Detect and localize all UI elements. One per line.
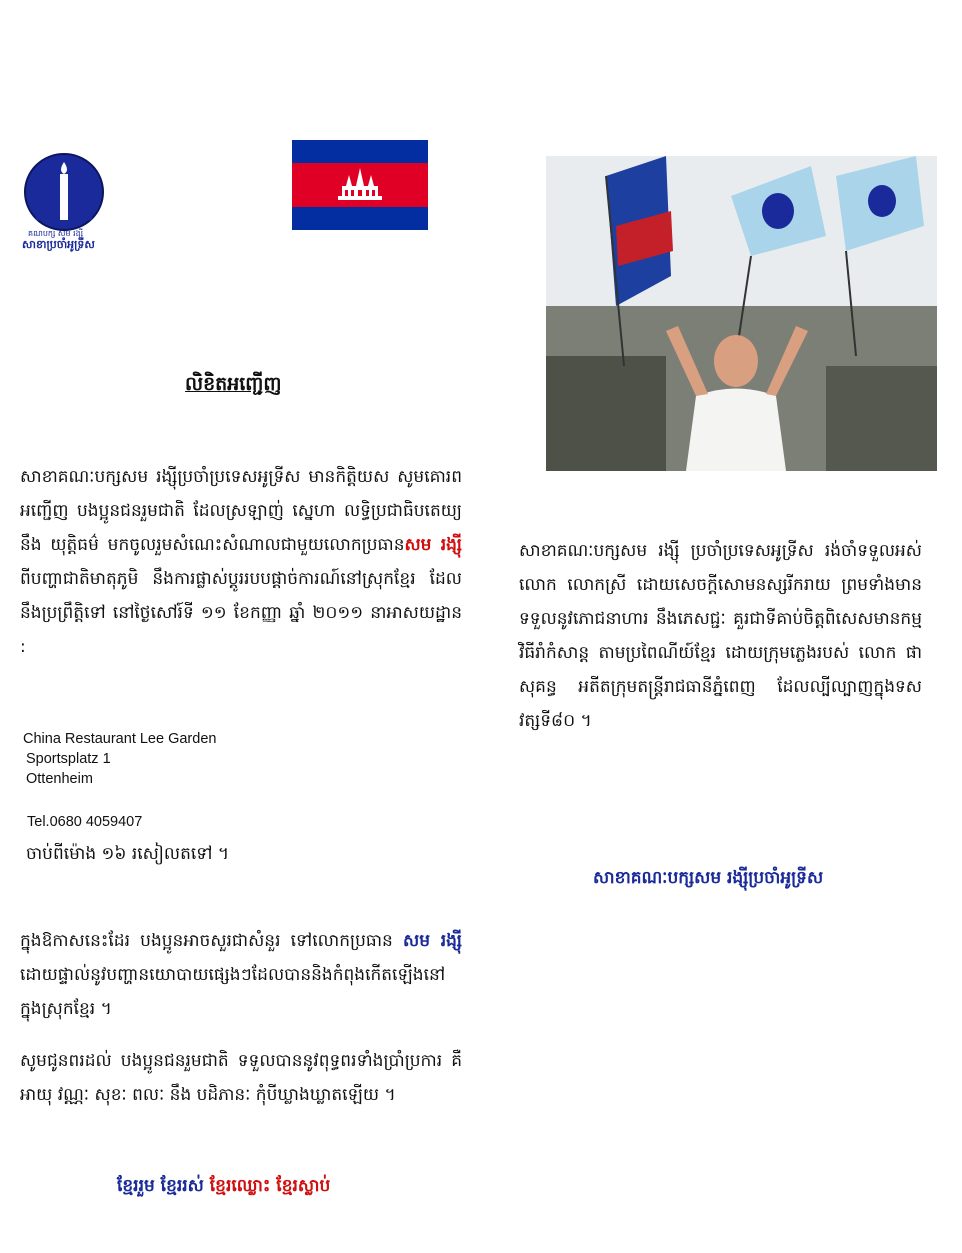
questions-text-start: ក្នុងឱកាសនេះដែរ បងប្អូនអាចសួរជាសំនួរ ទៅលោកប្រធាន: [20, 931, 404, 951]
event-time: ចាប់ពីម៉ោង ១៦ រសៀលតទៅ ។: [26, 844, 230, 864]
questions-text-end: ដោយផ្ទាល់នូវបញ្ហានយោបាយផ្សេងៗដែលបាននិងកំពុងកើតឡើងនៅក្នុងស្រុកខ្មែរ ។: [20, 965, 446, 1019]
telephone: Tel.0680 4059407: [27, 814, 143, 830]
slogan-part-1: ខ្មែររួម ខ្មែររស់: [117, 1176, 204, 1196]
cambodia-flag-icon: [292, 140, 428, 230]
rally-photo: [546, 156, 937, 471]
slogan-part-2: ខ្មែរឈ្លោះ ខ្មែរស្លាប់: [209, 1176, 331, 1196]
leader-name: សម រង្ស៊ី: [404, 535, 462, 555]
address-street: Sportsplatz 1: [26, 751, 111, 767]
logo-text: គណបក្ស សម រង្ស៊ី: [28, 229, 84, 238]
address-restaurant: China Restaurant Lee Garden: [23, 731, 217, 747]
invitation-paragraph: [20, 460, 462, 664]
blessing-paragraph: សូមជូនពរដល់ បងប្អូនជនរួមជាតិ ទទួលបាននូវពុទ្ធពរទាំងប្រាំប្រការ គឺ អាយុ វណ្ណៈ សុខៈ ពលៈ នឹង បដិភានៈ កុំបីឃ្លាងឃ្លាតឡើយ ។: [20, 1051, 462, 1105]
invitation-text-end: ពីបញ្ហាជាតិមាតុភូមិ នឹងការផ្លាស់ប្តូររបបផ្តាច់ការណ៍នៅស្រុកខ្មែរ ដែលនឹងប្រព្រឹត្តិទៅ នៅថ្ងៃសៅរ៍ទី ១១ ខែកញ្ញា ឆ្នាំ ២០១១ នាអាសយដ្ឋាន :: [20, 569, 462, 657]
leader-name-2: សម រង្ស៊ី: [403, 931, 462, 951]
letter-title: លិខិតអញ្ជើញ: [185, 373, 282, 395]
slogan: [117, 1175, 330, 1200]
logo-caption: សាខាប្រចាំអូទ្រីស: [22, 238, 95, 251]
invitation-text-start: សាខាគណៈបក្សសម រង្ស៊ីប្រចាំប្រទេសអូទ្រីស មានកិត្តិយស សូមគោរពអញ្ជើញ បងប្អូនជនរួមជាតិ ដែលស្រឡាញ់ ស្នេហា លទ្ធិប្រជាធិបតេយ្យ នឹង យុត្តិធម៌ មកចូលរួមសំណេះសំណាលជាមួយលោកប្រធាន: [20, 467, 462, 555]
address-city: Ottenheim: [26, 771, 93, 787]
reception-paragraph: សាខាគណៈបក្សសម រង្ស៊ី ប្រចាំប្រទេសអូទ្រីស រង់ចាំទទួលអស់ លោក លោកស្រី ដោយសេចក្តីសោមនស្សរីករាយ ព្រមទាំងមានទទួលនូវភោជនាហារ នឹងភេសជ្ជៈ គួរជាទីគាប់ចិត្តពិសេសមានកម្មវិធីរាំកំសាន្ត តាមប្រពៃណីយ៍ខ្មែរ ដោយក្រុមភ្លេងរបស់ លោក ផា សុគន្ធ អតីតក្រុមតន្ត្រីរាជធានីភ្នំពេញ ដែលល្បីល្បាញក្នុងទសវត្សទី៨០ ។: [519, 541, 922, 731]
signature: សាខាគណៈបក្សសម រង្ស៊ីប្រចាំអូទ្រីស: [593, 868, 824, 888]
questions-paragraph: [20, 924, 462, 1026]
